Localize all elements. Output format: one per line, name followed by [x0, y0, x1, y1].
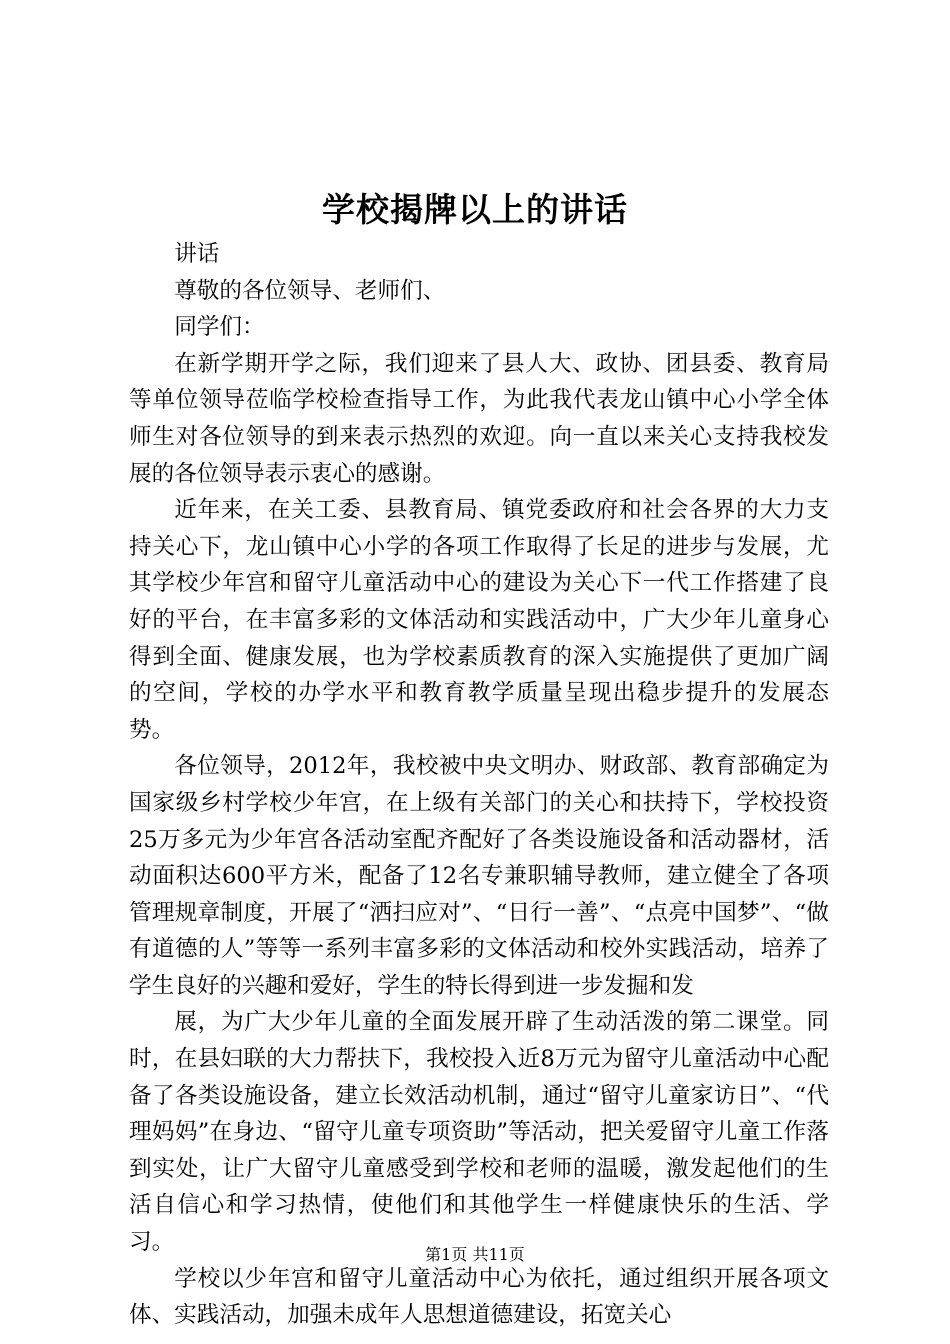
paragraph-youth-palace: 各位领导，2012年，我校被中央文明办、财政部、教育部确定为国家级乡村学校少年宫，在上级有关部门的关心和扶持下，学校投资25万多元为少年宫各活动室配齐配好了各类设施设备和活动器材，活动面积达600平方米，配备了12名专兼职辅导教师，建立健全了各项管理规章制度，开展了“洒扫应对”、“日行一善”、“点亮中国梦”、“做有道德的人”等等一系列丰富多彩的文体活动和校外实践活动，培养了学生良好的兴趣和爱好，学生的特长得到进一步发掘和发: [129, 753, 829, 999]
paragraph-left-behind-children: 展，为广大少年儿童的全面发展开辟了生动活泼的第二课堂。同时，在县妇联的大力帮扶下，我校投入近8万元为留守儿童活动中心配备了各类设施设备，建立长效活动机制，通过“留守儿童家访日”、“代理妈妈”在身边、“留守儿童专项资助”等活动，把关爱留守儿童工作落到实处，让广大留守儿童感受到学校和老师的温暖，激发起他们的生活自信心和学习热情，使他们和其他学生一样健康快乐的生活、学习。: [129, 1009, 829, 1256]
document-title: 学校揭牌以上的讲话: [322, 190, 628, 229]
paragraph-salutation: 尊敬的各位领导、老师们、: [174, 277, 446, 304]
document-body: [129, 236, 829, 1334]
paragraph-welcome: 在新学期开学之际，我们迎来了县人大、政协、团县委、教育局等单位领导莅临学校检查指导工作，为此我代表龙山镇中心小学全体师生对各位领导的到来表示热烈的欢迎。向一直以来关心支持我校发展的各位领导表示衷心的感谢。: [129, 350, 829, 487]
page-indicator: 第1页 共11页: [425, 1245, 525, 1264]
paragraph-school-reliance: 学校以少年宫和留守儿童活动中心为依托，通过组织开展各项文体、实践活动，加强未成年人思想道德建设，拓宽关心: [129, 1265, 829, 1329]
paragraph-salutation-students: 同学们：: [174, 314, 265, 341]
paragraph-recent-years: 近年来，在关工委、县教育局、镇党委政府和社会各界的大力支持关心下，龙山镇中心小学的各项工作取得了长足的进步与发展，尤其学校少年宫和留守儿童活动中心的建设为关心下一代工作搭建了良好的平台，在丰富多彩的文体活动和实践活动中，广大少年儿童身心得到全面、健康发展，也为学校素质教育的深入实施提供了更加广阔的空间，学校的办学水平和教育教学质量呈现出稳步提升的发展态势。: [129, 497, 829, 743]
paragraph-heading-speech: 讲话: [174, 241, 220, 267]
